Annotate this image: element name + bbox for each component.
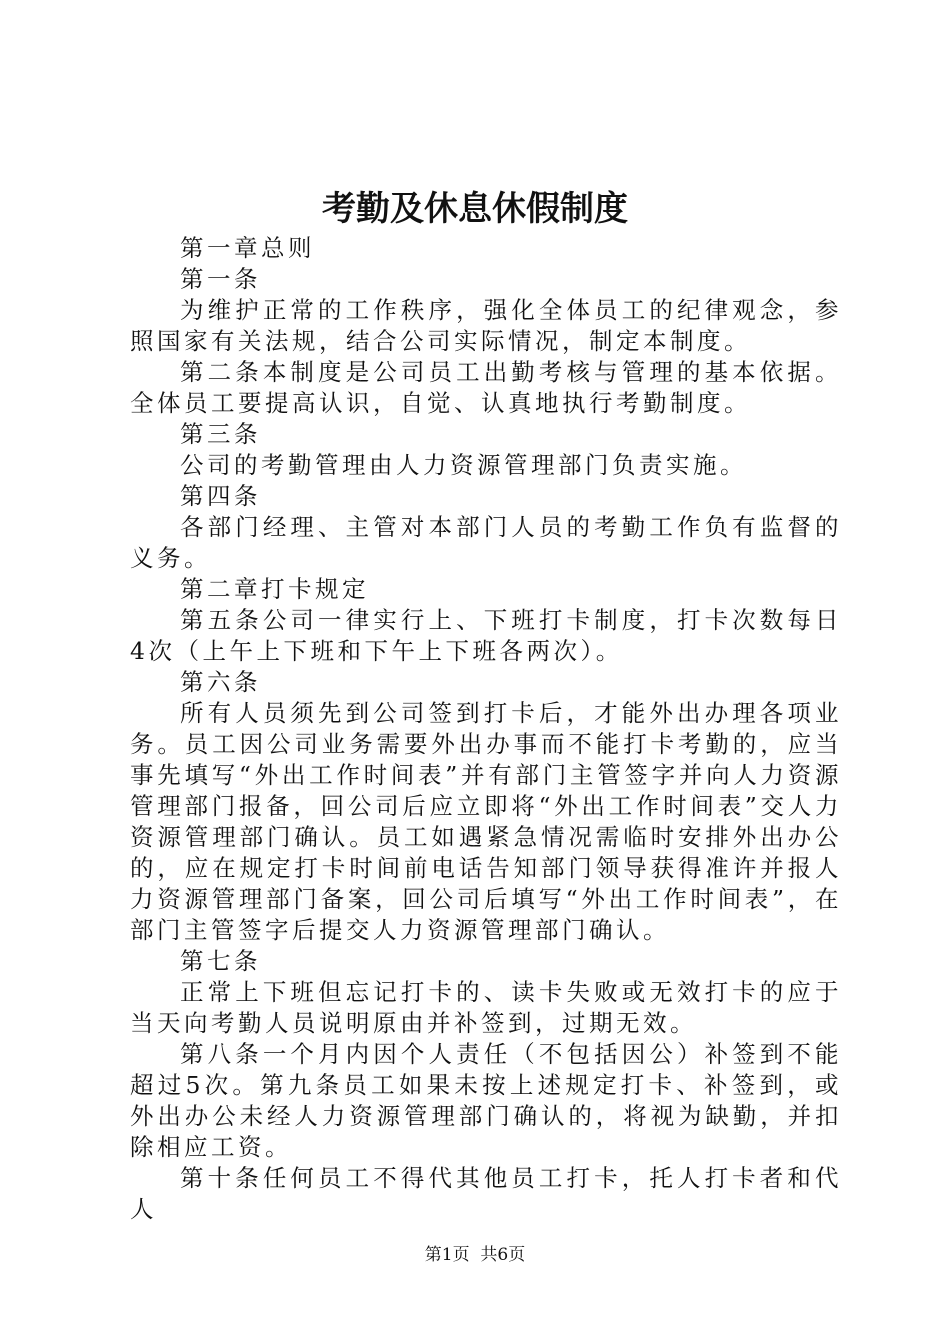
- paragraph: 第十条任何员工不得代其他员工打卡，托人打卡者和代人: [130, 1164, 842, 1223]
- paragraph: 所有人员须先到公司签到打卡后，才能外出办理各项业务。员工因公司业务需要外出办事而不能打卡考勤的，应当事先填写“外出工作时间表”并有部门主管签字并向人力资源管理部门报备，回公司后应立即将“外出工作时间表”交人力资源管理部门确认。员工如遇紧急情况需临时安排外出办公的，应在规定打卡时间前电话告知部门领导获得准许并报人力资源管理部门备案，回公司后填写“外出工作时间表”，在部门主管签字后提交人力资源管理部门确认。: [130, 699, 842, 944]
- paragraph: 为维护正常的工作秩序，强化全体员工的纪律观念，参照国家有关法规，结合公司实际情况，制定本制度。: [130, 296, 842, 355]
- document-title: 考勤及休息休假制度: [322, 189, 628, 229]
- paragraph: 各部门经理、主管对本部门人员的考勤工作负有监督的义务。: [130, 513, 842, 572]
- paragraph: 第七条: [180, 947, 261, 975]
- paragraph: 第五条公司一律实行上、下班打卡制度，打卡次数每日4次（上午上下班和下午上下班各两次）。: [130, 606, 842, 665]
- paragraph: 第六条: [180, 668, 261, 696]
- paragraph: 第一章总则: [180, 234, 315, 262]
- paragraph: 第四条: [180, 482, 261, 510]
- paragraph: 第二条本制度是公司员工出勤考核与管理的基本依据。全体员工要提高认识，自觉、认真地执行考勤制度。: [130, 358, 842, 417]
- paragraph: 正常上下班但忘记打卡的、读卡失败或无效打卡的应于当天向考勤人员说明原由并补签到，过期无效。: [130, 978, 842, 1037]
- document-body: [130, 233, 842, 1225]
- paragraph: 第八条一个月内因个人责任（不包括因公）补签到不能超过5次。第九条员工如果未按上述规定打卡、补签到，或外出办公未经人力资源管理部门确认的，将视为缺勤，并扣除相应工资。: [130, 1040, 842, 1161]
- paragraph: 第三条: [180, 420, 261, 448]
- paragraph: 公司的考勤管理由人力资源管理部门负责实施。: [180, 451, 747, 479]
- page-footer: 第1页 共6页: [424, 1245, 526, 1265]
- paragraph: 第一条: [180, 265, 261, 293]
- paragraph: 第二章打卡规定: [180, 575, 369, 603]
